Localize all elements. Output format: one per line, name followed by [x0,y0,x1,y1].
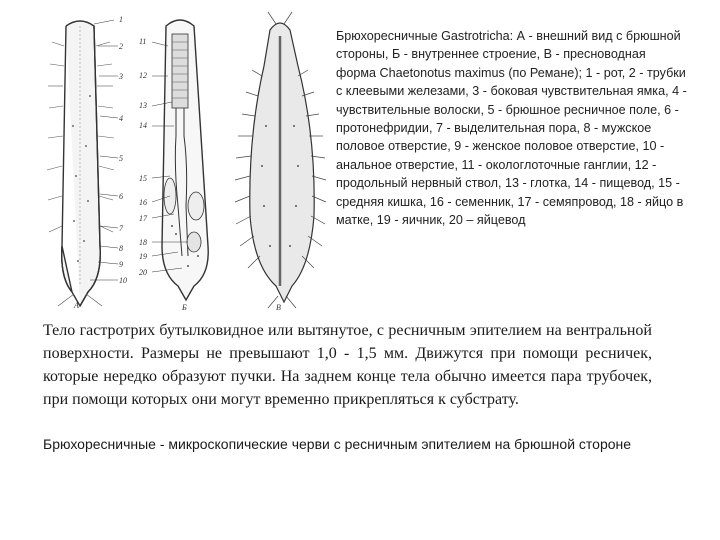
part-number-6: 6 [119,192,123,201]
part-number-7: 7 [119,224,123,233]
panel-label-b: Б [182,303,187,312]
panel-b-drawing [139,20,208,312]
body-paragraph-2: Брюхоресничные - микроскопические черви с ресничным эпителием на брюшной стороне [43,436,632,452]
part-number-9: 9 [119,260,123,269]
part-number-2: 2 [119,42,123,51]
part-number-20: 20 [139,268,147,277]
part-number-3: 3 [119,72,123,81]
part-number-8: 8 [119,244,123,253]
part-number-14: 14 [139,121,147,130]
part-number-18: 18 [139,238,147,247]
part-number-5: 5 [119,154,123,163]
gastrotricha-figure [18,6,330,316]
part-number-13: 13 [139,101,147,110]
panel-a-drawing [47,15,127,310]
part-number-12: 12 [139,71,147,80]
part-number-10: 10 [119,276,127,285]
part-number-1: 1 [119,15,123,24]
part-number-19: 19 [139,252,147,261]
part-number-4: 4 [119,114,123,123]
part-number-16: 16 [139,198,147,207]
body-paragraph-1: Тело гастротрих бутылковидное или вытянутое, с ресничным эпителием на вентральной поверхности. Размеры не превышают 1,0 - 1,5 мм. Движутся при помощи ресничек, которые нередко образуют пучки. На заднем конце тела обычно имеется пара трубочек, при помощи которых они могут временно прикрепляться к субстрату. [43,322,652,408]
part-number-11: 11 [139,37,147,46]
panel-c-drawing [235,12,326,312]
panel-label-c: В [276,303,281,312]
panel-label-a: А [74,301,79,310]
part-number-17: 17 [139,214,147,223]
figure-caption: Брюхоресничные Gastrotricha: А - внешний вид с брюшной стороны, Б - внутреннее строение, В - пресноводная форма Chaetonotus maximus (по Ремане); 1 - рот, 2 - трубки с клеевыми железами, 3 - боковая чувствительная ямка, 4 - чувствительные волоски, 5 - брюшное ресничное поле, 6 - протонефридии, 7 - выделительная пора, 8 - мужское половое отверстие, 9 - женское половое отверстие, 10 - анальное отверстие, 11 - окологлоточные ганглии, 12 - продольный нервный ствол, 13 - глотка, 14 - пищевод, 15 - средняя кишка, 16 - семенник, 17 - семяпровод, 18 - яйцо в матке, 19 - яичник, 20 – яйцевод [336,29,687,228]
part-number-15: 15 [139,174,147,183]
